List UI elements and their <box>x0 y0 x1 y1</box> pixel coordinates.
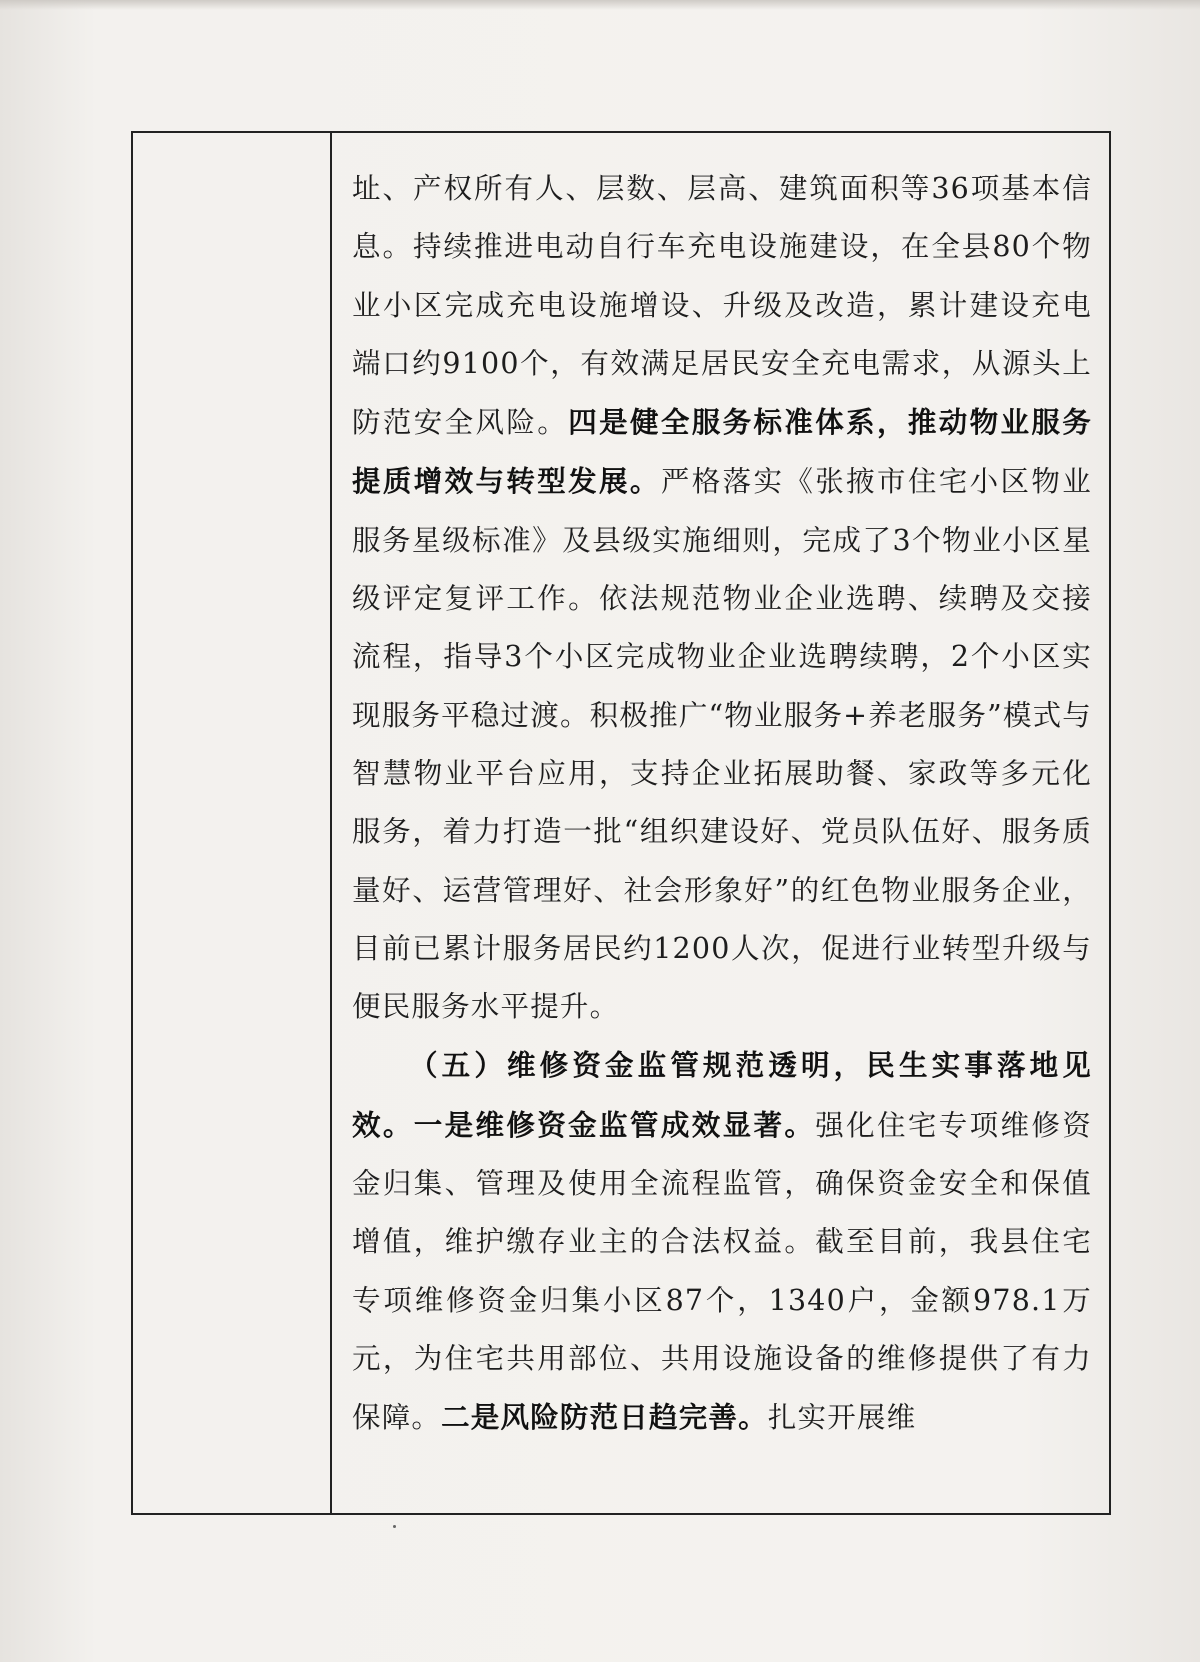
para1-bold-heading: 四是健全服务标准体系，推动物业服务提质增效与转型发展。 <box>352 405 1093 499</box>
para2-bold-subheading: 二是风险防范日趋完善。 <box>441 1400 768 1435</box>
left-empty-cell <box>133 133 330 1513</box>
para1-text-b: 严格落实《张掖市住宅小区物业服务星级标准》及县级实施细则，完成了3个物业小区星级评定复评工作。依法规范物业企业选聘、续聘及交接流程，指导3个小区完成物业企业选聘续聘，2个小区实现服务平稳过渡。积极推广“物业服务+养老服务”模式与智慧物业平台应用，支持企业拓展助餐、家政等多元化服务，着力打造一批“组织建设好、党员队伍好、服务质量好、运营管理好、社会形象好”的红色物业服务企业，目前已累计服务居民约1200人次，促进行业转型升级与便民服务水平提升。 <box>352 465 1092 1024</box>
paragraph-2 <box>352 1036 1092 1447</box>
column-divider <box>330 131 332 1515</box>
para2-text-b: 扎实开展维 <box>767 1401 917 1435</box>
para2-bold-heading: （五）维修资金监管规范透明，民生实事落地见效。一是维修资金监管成效显著。 <box>352 1048 1092 1142</box>
para1-text-a: 址、产权所有人、层数、层高、建筑面积等36项基本信息。持续推进电动自行车充电设施建设，在全县80个物业小区完成充电设施增设、升级及改造，累计建设充电端口约9100个，有效满足居民安全充电需求，从源头上防范安全风险。 <box>352 172 1092 440</box>
paragraph-1 <box>352 160 1092 1036</box>
paper-speck <box>393 1525 396 1528</box>
paper-top-edge <box>0 0 1200 10</box>
para2-text-a: 强化住宅专项维修资金归集、管理及使用全流程监管，确保资金安全和保值增值，维护缴存业主的合法权益。截至目前，我县住宅专项维修资金归集小区87个，1340户，金额978.1万元，为住宅共用部位、共用设施设备的维修提供了有力保障。 <box>352 1108 1092 1435</box>
right-text-cell <box>352 160 1092 1448</box>
